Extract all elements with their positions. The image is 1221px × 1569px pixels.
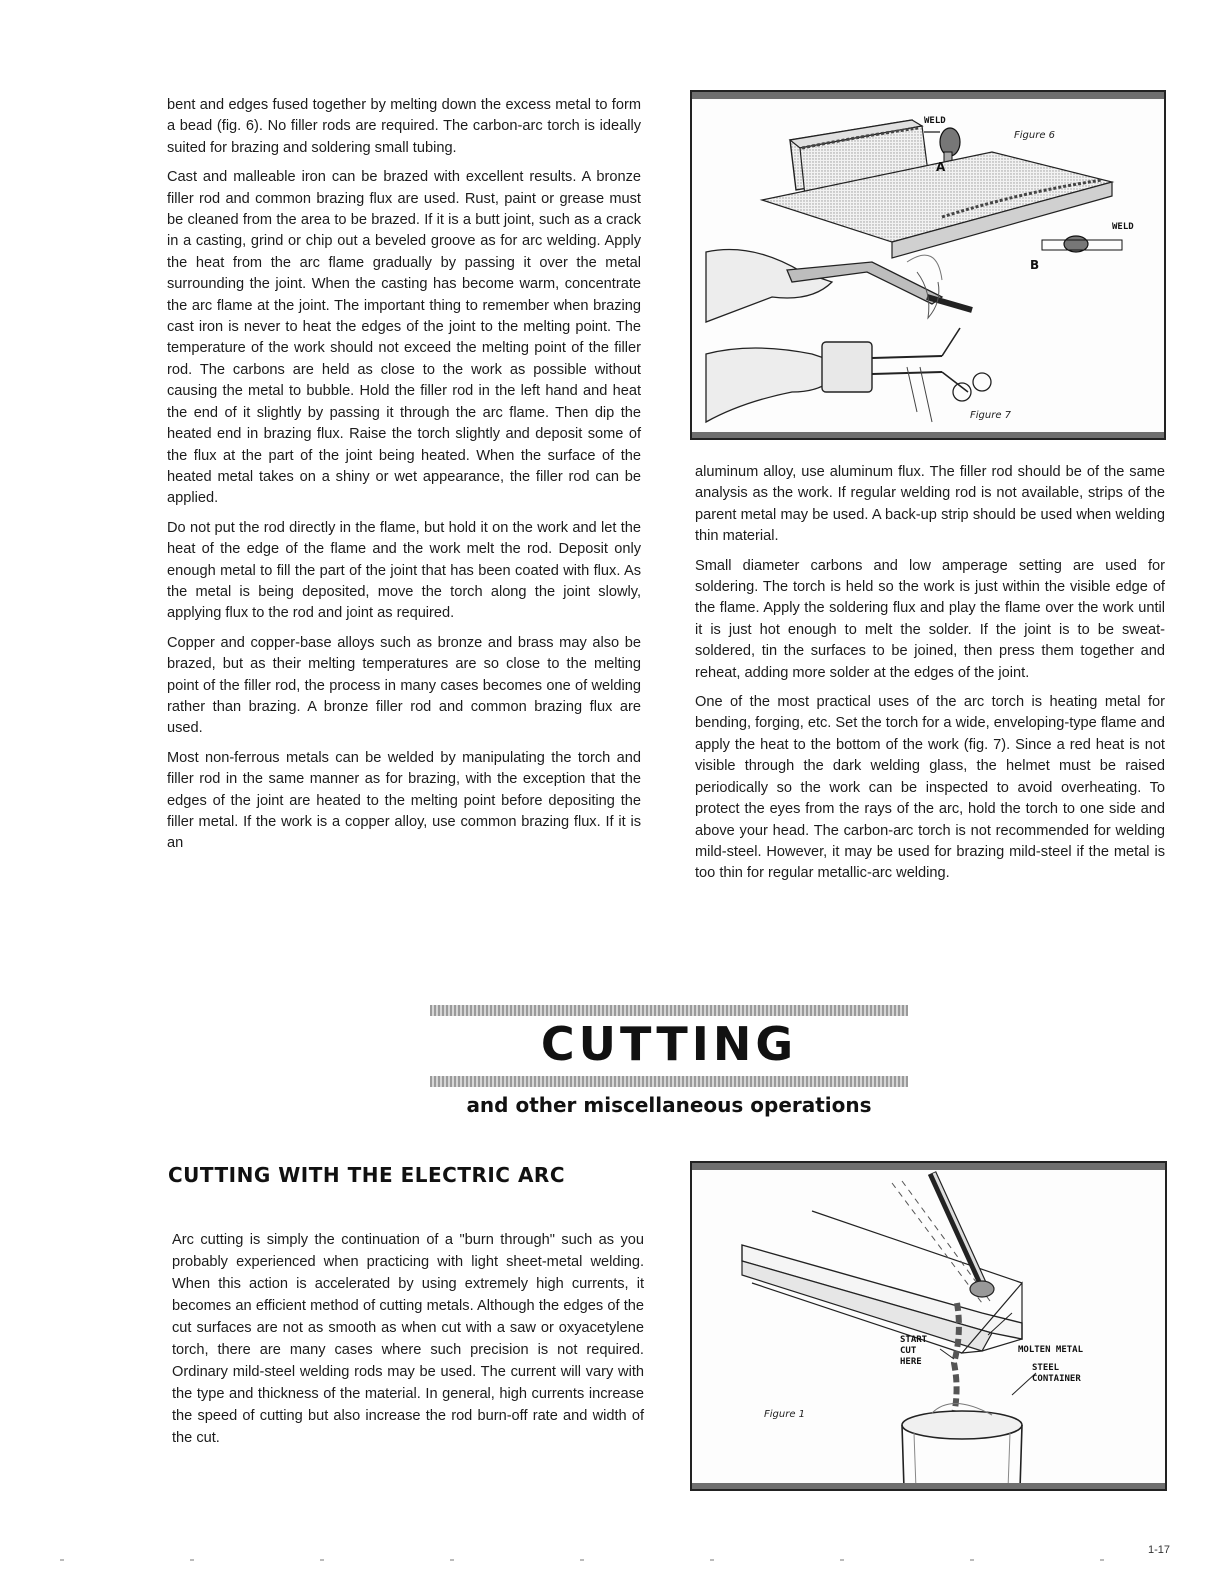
figure-border-bottom	[692, 1483, 1165, 1489]
molten-metal-label: MOLTEN METAL	[1018, 1345, 1084, 1355]
left-text-column	[167, 95, 641, 863]
start-cut-line: CUT	[900, 1346, 917, 1356]
paragraph: Arc cutting is simply the continuation of a "burn through" such as you probably experienced when practicing with light sheet-metal welding. When this action is accelerated by using extremely high currents, it becomes an efficient method of cutting metals. Although the edges of the cut surfaces are not as smooth as when cut with a saw or oxyacetylene torch, there are many cases where such precision is not required. Ordinary mild-steel welding rods may be used. The current will vary with the type and thickness of the material. In general, high currents increase the speed of cutting but also increase the rod burn-off rate and width of the cut.	[172, 1232, 644, 1446]
figure-1	[690, 1161, 1167, 1491]
paragraph: Cast and malleable iron can be brazed with excellent results. A bronze filler rod and common brazing flux are used. Rust, paint or grease must be cleaned from the area to be brazed. If it is a butt joint, such as a crack in a casting, grind or chip out a beveled groove as for arc welding. Apply the heat from the arc flame gradually by passing it over the metal surrounding the joint. When the casting has become warm, concentrate the arc flame at the joint. The important thing to remember when brazing cast iron is never to heat the edges of the joint to the melting point. The temperature of the work should not exceed the melting point of the filler rod. The carbons are held as close to the work as possible without causing the metal to bubble. Hold the filler rod in the left hand and heat the end of it slightly by passing it through the arc flame. Then dip the heated end in brazing flux. Raise the torch slightly and deposit some of the flux at the part of the joint being heated. When the surface of the heated metal takes on a shiny or wet appearance, the filler rod can be applied.	[167, 169, 641, 507]
callout-letter-a: A	[936, 160, 946, 174]
paragraph: Small diameter carbons and low amperage setting are used for soldering. The torch is held so the work is just within the visible edge of the flame. Apply the soldering flux and play the flame over the work until it is just hot enough to melt the solder. If the joint is to be sweat-soldered, tin the surfaces to be joined, then press them together and reheat, adding more solder at the edges of the joint.	[695, 557, 1165, 681]
figure-1-illustration	[692, 1163, 1165, 1489]
paragraph: bent and edges fused together by melting down the excess metal to form a bead (fig. 6). No filler rods are required. The carbon-arc torch is ideally suited for brazing and soldering small tubing.	[167, 97, 641, 156]
paragraph: Do not put the rod directly in the flame, but hold it on the work and let the heat of the edge of the flame and the work melt the rod. Deposit only enough metal to fill the part of the joint that has been coated with flux. As the metal is being deposited, move the torch along the joint slowly, applying flux to the rod and joint as required.	[167, 519, 641, 622]
title-band-bottom	[430, 1076, 908, 1087]
section-title: CUTTING	[540, 1017, 798, 1071]
steel-container-line: STEEL	[1032, 1363, 1060, 1373]
figure-1-label: Figure 1	[764, 1409, 806, 1420]
paragraph: aluminum alloy, use aluminum flux. The filler rod should be of the same analysis as the work. If regular welding rod is not available, strips of the parent metal may be used. A back-up strip should be used when welding thin material.	[695, 464, 1165, 545]
title-band-top	[430, 1005, 908, 1016]
start-cut-label	[900, 1335, 927, 1368]
page-number: 1-17	[1148, 1544, 1171, 1556]
paragraph: Most non-ferrous metals can be welded by manipulating the torch and filler rod in the same manner as for brazing, with the exception that the edges of the joint are heated to the melting point before depositing the filler metal. If the work is a copper alloy, use common brazing flux. If it is an	[167, 749, 641, 852]
paragraph: One of the most practical uses of the arc torch is heating metal for bending, forging, etc. Set the torch for a wide, enveloping-type flame and apply the heat to the bottom of the work (fig. 7). Since a red heat is not visible through the dark welding glass, the helmet must be raised periodically so the work can be inspected to avoid overheating. To protect the eyes from the rays of the arc, hold the torch to one side and above your head. The carbon-arc torch is not recommended for welding mild-steel. However, it may be used for brazing mild-steel if the metal is too thin for regular metallic-arc welding.	[695, 694, 1165, 882]
start-cut-line: HERE	[900, 1357, 922, 1367]
section-subtitle: and other miscellaneous operations	[466, 1093, 872, 1117]
scan-edge-marks	[0, 1559, 1221, 1561]
figure-6-7	[690, 90, 1166, 440]
steel-container-line: CONTAINER	[1032, 1374, 1081, 1384]
right-text-column	[695, 462, 1165, 893]
weld-label: WELD	[924, 116, 946, 126]
steel-container-label	[1032, 1363, 1081, 1385]
figure-border-bottom	[692, 432, 1164, 438]
figure-6-label: Figure 6	[1014, 130, 1056, 141]
figure-7-label: Figure 7	[970, 410, 1012, 421]
cutting-text-column	[172, 1229, 644, 1457]
paragraph: Copper and copper-base alloys such as bronze and brass may also be brazed, but as their melting temperatures are so close to the melting point of the filler rod, the process in many cases becomes one of welding rather than brazing. A bronze filler rod and common brazing flux are used.	[167, 634, 641, 737]
weld-label: WELD	[1112, 222, 1134, 232]
start-cut-line: START	[900, 1335, 928, 1345]
subsection-heading: CUTTING WITH THE ELECTRIC ARC	[168, 1163, 565, 1187]
figure-6-7-illustration	[692, 92, 1164, 438]
callout-letter-b: B	[1030, 258, 1040, 272]
